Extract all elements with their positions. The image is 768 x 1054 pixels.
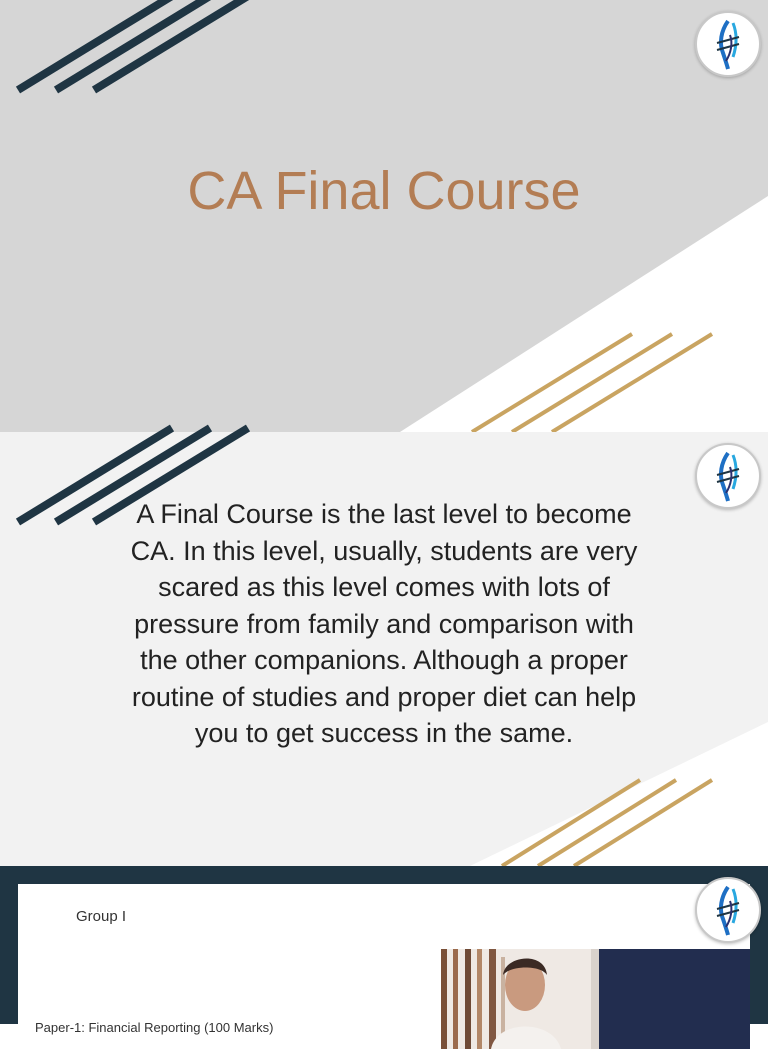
slide-syllabus (0, 866, 768, 1035)
institute-logo-icon (695, 443, 761, 509)
student-photo (441, 949, 750, 1049)
course-description: A Final Course is the last level to become CA. In this level, usually, students are very scared as this level comes with lots of pressure from family and comparison with the other companions. Although a proper routine of studies and proper diet can help you to get success in the same. (130, 499, 638, 748)
paper-1-label: Paper-1: Financial Reporting (100 Marks) (35, 1020, 274, 1035)
navy-stripe (56, 0, 210, 90)
slide-description (0, 432, 768, 866)
navy-stripe (18, 0, 172, 90)
syllabus-card (18, 884, 750, 1044)
page-title: CA Final Course (187, 161, 581, 221)
white-corner-shape (400, 196, 768, 432)
institute-logo-icon (695, 877, 761, 943)
group-label: Group I (76, 908, 127, 925)
navy-stripe (94, 0, 248, 90)
slide-title (0, 0, 768, 432)
institute-logo-icon (695, 11, 761, 77)
